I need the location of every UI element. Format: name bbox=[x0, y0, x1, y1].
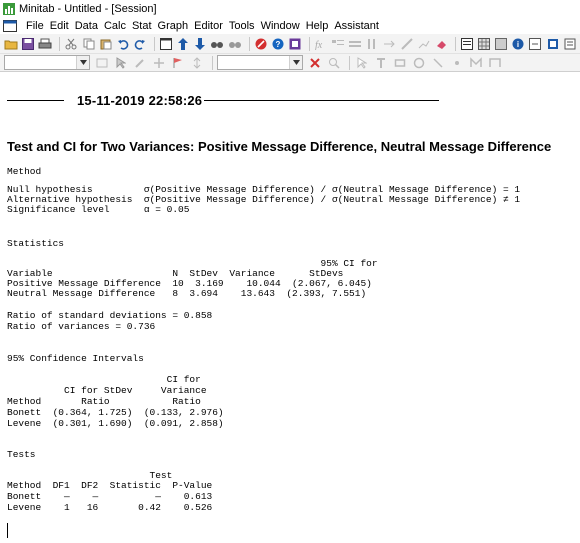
insert-columns-icon[interactable] bbox=[365, 36, 379, 52]
brush-icon[interactable] bbox=[132, 55, 148, 71]
toolbar-separator bbox=[59, 37, 60, 51]
svg-text:i: i bbox=[517, 39, 520, 49]
menu-stat[interactable]: Stat bbox=[131, 19, 152, 32]
graph-folder-icon[interactable] bbox=[494, 36, 508, 52]
statistics-row: Neutral Message Difference 8 3.694 13.643 (2.393, 7.551) bbox=[7, 288, 367, 299]
text-tool-icon[interactable] bbox=[373, 55, 389, 71]
line-tool-icon[interactable] bbox=[430, 55, 446, 71]
timestamp-banner bbox=[7, 93, 439, 109]
crosshair-icon[interactable] bbox=[151, 55, 167, 71]
toolbar-separator bbox=[455, 37, 456, 51]
graph-layout-icon[interactable] bbox=[94, 55, 110, 71]
project-manager-icon[interactable] bbox=[546, 36, 560, 52]
text-cursor bbox=[7, 523, 8, 538]
undo-icon[interactable] bbox=[116, 36, 130, 52]
menu-assistant[interactable]: Assistant bbox=[334, 19, 379, 32]
copy-icon[interactable] bbox=[81, 36, 95, 52]
ci-row: Levene (0.301, 1.690) (0.091, 2.858) bbox=[7, 418, 224, 429]
toolbar-separator bbox=[154, 37, 155, 51]
menu-help[interactable]: Help bbox=[305, 19, 329, 32]
toolbar-separator bbox=[249, 37, 250, 51]
eraser-icon[interactable] bbox=[434, 36, 448, 52]
method-line-significance: Significance level α = 0.05 bbox=[7, 204, 190, 215]
ci-column-header: Method Ratio Ratio bbox=[7, 396, 201, 407]
pointer-icon[interactable] bbox=[354, 55, 370, 71]
ci-header: 95% Confidence Intervals bbox=[7, 353, 144, 364]
menu-bar bbox=[0, 17, 580, 34]
zoom-icon[interactable] bbox=[326, 55, 342, 71]
redo-icon[interactable] bbox=[133, 36, 147, 52]
svg-text:?: ? bbox=[275, 39, 281, 49]
ci-line: CI for StDev Variance bbox=[7, 385, 207, 396]
divider bbox=[204, 100, 439, 101]
svg-text:fx: fx bbox=[314, 39, 323, 50]
menu-editor[interactable]: Editor bbox=[194, 19, 223, 32]
menu-edit[interactable]: Edit bbox=[49, 19, 69, 32]
history-icon[interactable] bbox=[528, 36, 542, 52]
statistics-column-header: Variable N StDev Variance StDevs bbox=[7, 268, 344, 279]
ratio-line: Ratio of standard deviations = 0.858 bbox=[7, 310, 213, 321]
ratio-line: Ratio of variances = 0.736 bbox=[7, 321, 156, 332]
ci-line: CI for bbox=[7, 374, 201, 385]
show-worksheet-icon[interactable] bbox=[159, 36, 173, 52]
fx-icon[interactable] bbox=[314, 36, 328, 52]
select-arrow-icon[interactable] bbox=[113, 55, 129, 71]
worksheet-window-icon[interactable] bbox=[477, 36, 491, 52]
toolbar-separator bbox=[309, 37, 310, 51]
divider bbox=[7, 100, 64, 101]
open-project-icon[interactable] bbox=[4, 36, 18, 52]
method-line-alternative: Alternative hypothesis σ(Positive Message Difference) / σ(Neutral Message Difference) ≠ 1 bbox=[7, 194, 521, 205]
chevron-down-icon[interactable] bbox=[289, 56, 302, 69]
stat-guide-icon[interactable] bbox=[288, 36, 302, 52]
delete-x-icon[interactable] bbox=[307, 55, 323, 71]
scroll-icon[interactable] bbox=[189, 55, 205, 71]
graph-annotation-toolbar bbox=[0, 54, 580, 72]
save-icon[interactable] bbox=[21, 36, 35, 52]
down-arrow-icon[interactable] bbox=[193, 36, 207, 52]
graph-brush-icon[interactable] bbox=[400, 36, 414, 52]
tests-header: Tests bbox=[7, 449, 36, 460]
polygon-tool-icon[interactable] bbox=[487, 55, 503, 71]
method-line-null: Null hypothesis σ(Positive Message Difference) / σ(Neutral Message Difference) = 1 bbox=[7, 184, 521, 195]
window-title: Minitab - Untitled - [Session] bbox=[19, 2, 157, 15]
up-arrow-icon[interactable] bbox=[176, 36, 190, 52]
ci-row: Bonett (0.364, 1.725) (0.133, 2.976) bbox=[7, 407, 224, 418]
standard-toolbar bbox=[0, 34, 580, 54]
marker-tool-icon[interactable] bbox=[449, 55, 465, 71]
session-window[interactable] bbox=[0, 73, 580, 543]
menu-graph[interactable]: Graph bbox=[157, 19, 189, 32]
menu-window[interactable]: Window bbox=[260, 19, 300, 32]
find-icon[interactable] bbox=[210, 36, 224, 52]
title-bar bbox=[0, 0, 580, 17]
report-pad-icon[interactable] bbox=[563, 36, 577, 52]
help-icon[interactable] bbox=[271, 36, 285, 52]
statistics-header: Statistics bbox=[7, 238, 65, 249]
session-window-icon[interactable] bbox=[460, 36, 474, 52]
rectangle-tool-icon[interactable] bbox=[392, 55, 408, 71]
graph-item-selector[interactable] bbox=[217, 55, 303, 70]
paste-icon[interactable] bbox=[99, 36, 113, 52]
polyline-tool-icon[interactable] bbox=[468, 55, 484, 71]
print-icon[interactable] bbox=[38, 36, 52, 52]
info-icon[interactable] bbox=[511, 36, 525, 52]
statistics-line: 95% CI for bbox=[7, 258, 378, 269]
menu-tools[interactable]: Tools bbox=[228, 19, 255, 32]
replace-icon[interactable] bbox=[227, 36, 241, 52]
insert-cells-icon[interactable] bbox=[331, 36, 345, 52]
menu-data[interactable]: Data bbox=[74, 19, 98, 32]
tests-column-header: Method DF1 DF2 Statistic P-Value bbox=[7, 480, 213, 491]
menu-calc[interactable]: Calc bbox=[103, 19, 126, 32]
flag-icon[interactable] bbox=[170, 55, 186, 71]
toolbar-separator bbox=[349, 56, 350, 70]
move-columns-icon[interactable] bbox=[382, 36, 396, 52]
tests-line: Test bbox=[7, 470, 173, 481]
insert-rows-icon[interactable] bbox=[348, 36, 362, 52]
session-window-icon[interactable] bbox=[3, 20, 17, 32]
statistics-row: Positive Message Difference 10 3.169 10.044 (2.067, 6.045) bbox=[7, 278, 372, 289]
chevron-down-icon[interactable] bbox=[76, 56, 89, 69]
toolbar-separator bbox=[212, 56, 213, 70]
worksheet-selector[interactable] bbox=[4, 55, 90, 70]
method-header: Method bbox=[7, 166, 42, 177]
minitab-logo-icon bbox=[3, 3, 15, 15]
cut-icon[interactable] bbox=[64, 36, 78, 52]
tests-row: Bonett — — — 0.613 bbox=[7, 491, 213, 502]
ellipse-tool-icon[interactable] bbox=[411, 55, 427, 71]
output-title: Test and CI for Two Variances: Positive Message Difference, Neutral Message Difference bbox=[7, 139, 552, 154]
menu-file[interactable]: File bbox=[26, 19, 44, 32]
timestamp: 15-11-2019 22:58:26 bbox=[77, 93, 203, 108]
cancel-icon[interactable] bbox=[254, 36, 268, 52]
edit-graph-icon[interactable] bbox=[417, 36, 431, 52]
tests-row: Levene 1 16 0.42 0.526 bbox=[7, 502, 213, 513]
